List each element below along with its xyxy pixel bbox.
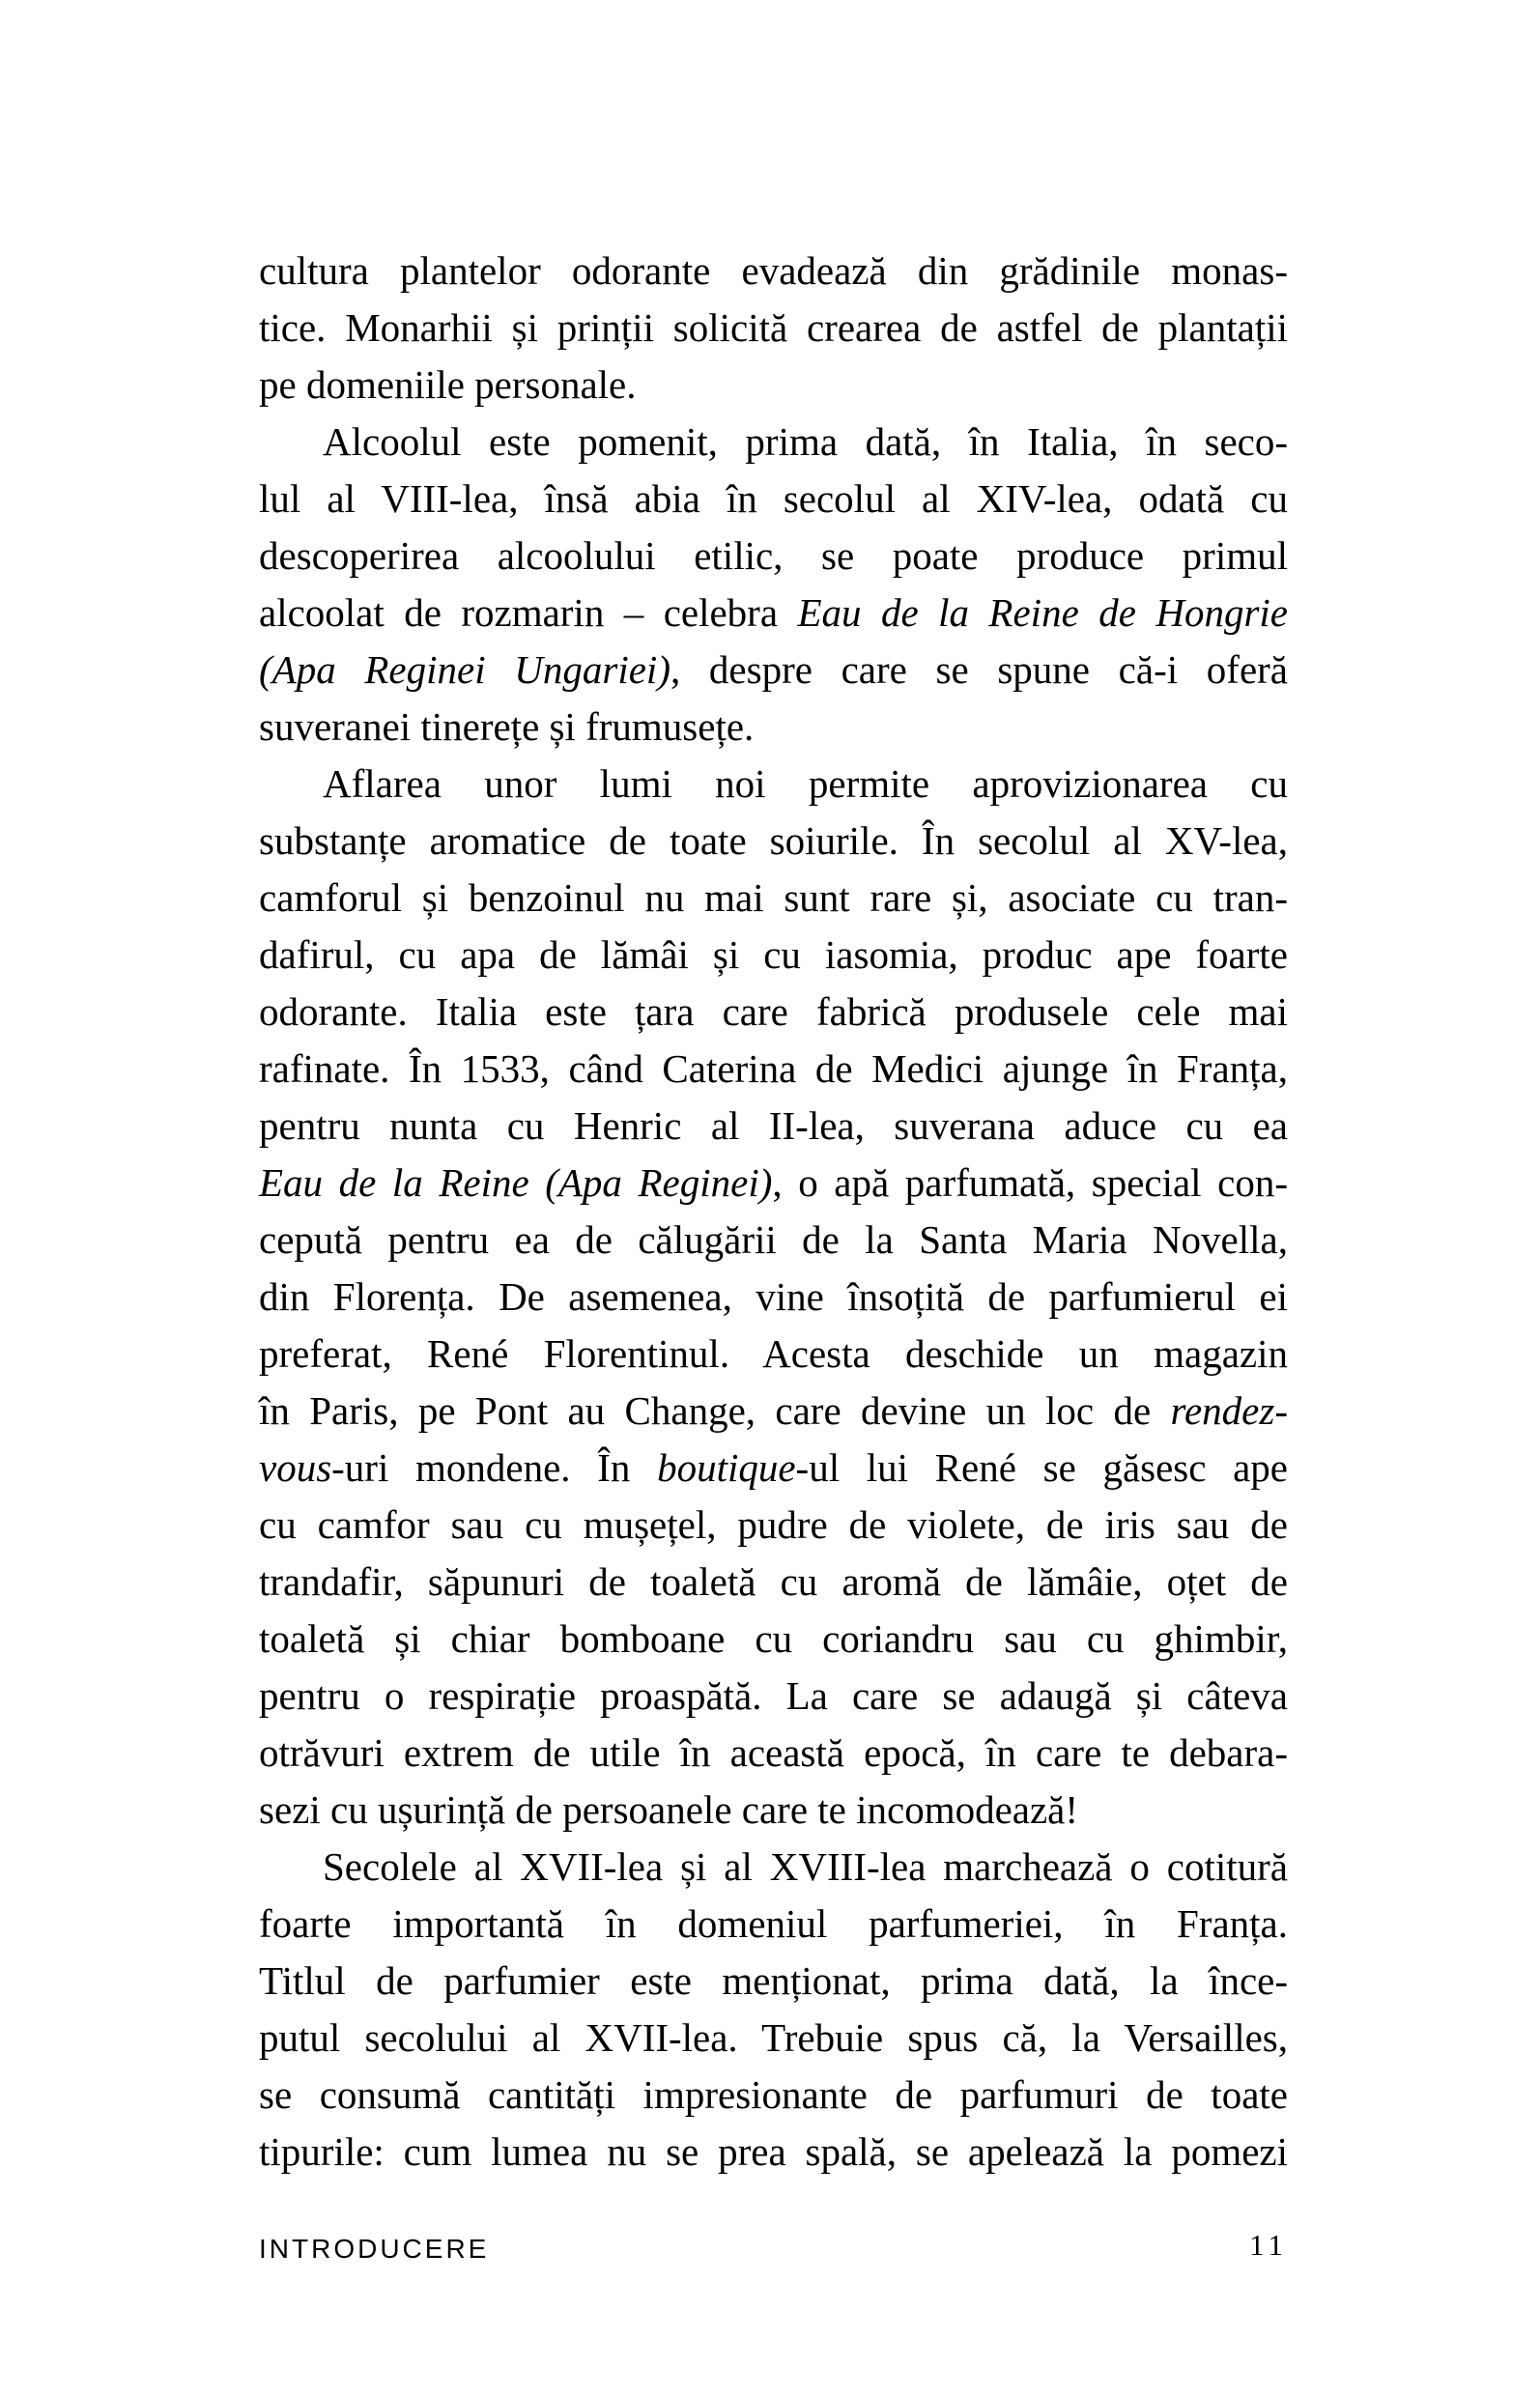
text-segment: preferat, René Florentinul. Acesta deschide un magazin	[259, 1331, 1288, 1376]
text-segment: dafirul, cu apa de lămâi și cu iasomia, produc ape foarte	[259, 932, 1288, 977]
paragraph	[259, 1839, 1288, 2181]
text-line	[259, 357, 1288, 414]
text-segment: Secolele al XVII-lea și al XVIII-lea marchează o cotitură	[323, 1844, 1288, 1889]
text-line	[259, 1839, 1288, 1896]
text-line	[259, 1497, 1288, 1554]
text-line	[259, 642, 1288, 699]
text-line	[259, 1326, 1288, 1383]
text-line	[259, 1269, 1288, 1326]
text-line	[259, 471, 1288, 528]
text-line	[259, 1098, 1288, 1155]
text-segment: tice. Monarhii și prinții solicită crearea de astfel de plantații	[259, 305, 1288, 350]
paragraph	[259, 756, 1288, 1839]
text-line	[259, 1782, 1288, 1839]
text-line	[259, 1383, 1288, 1440]
text-line	[259, 2067, 1288, 2124]
text-segment: Titlul de parfumier este menționat, prima dată, la înce-	[259, 1958, 1288, 2003]
text-segment: rafinate. În 1533, când Caterina de Medici ajunge în Franța,	[259, 1046, 1288, 1091]
text-line	[259, 1896, 1288, 1953]
text-line	[259, 699, 1288, 756]
text-segment: cepută pentru ea de călugării de la Santa Maria Novella,	[259, 1217, 1288, 1262]
text-line	[259, 870, 1288, 927]
text-line	[259, 585, 1288, 642]
text-line	[259, 1725, 1288, 1782]
text-line	[259, 984, 1288, 1041]
text-segment: odorante. Italia este țara care fabrică produsele cele mai	[259, 989, 1288, 1034]
text-segment: cultura plantelor odorante evadează din grădinile monas-	[259, 248, 1288, 293]
paragraph	[259, 414, 1288, 756]
text-segment: sezi cu ușurință de persoanele care te incomodează!	[259, 1787, 1079, 1832]
footer-page-number: 11	[1249, 2228, 1288, 2262]
text-segment: otrăvuri extrem de utile în această epocă, în care te debara-	[259, 1730, 1288, 1775]
text-line	[259, 1155, 1288, 1212]
text-segment: lul al VIII-lea, însă abia în secolul al XIV-lea, odată cu	[259, 476, 1288, 521]
text-line	[259, 1611, 1288, 1668]
paragraph	[259, 242, 1288, 414]
text-segment: substanțe aromatice de toate soiurile. În secolul al XV-lea,	[259, 818, 1288, 863]
italic-text-segment: Eau de la Reine de Hongrie	[797, 590, 1288, 635]
text-segment: -ul lui René se găsesc ape	[795, 1445, 1289, 1490]
italic-text-segment: (Apa Reginei Ungariei)	[259, 647, 670, 692]
text-line	[259, 528, 1288, 585]
text-segment: pentru nunta cu Henric al II-lea, suverana aduce cu ea	[259, 1103, 1288, 1148]
text-line	[259, 2010, 1288, 2067]
text-segment: pe domeniile personale.	[259, 362, 637, 407]
text-segment: pentru o respirație proaspătă. La care se adaugă și câteva	[259, 1673, 1288, 1718]
italic-text-segment: vous	[259, 1445, 332, 1490]
text-segment: alcoolat de rozmarin – celebra	[259, 590, 798, 635]
text-segment: , despre care se spune că-i oferă	[670, 647, 1289, 692]
text-line	[259, 414, 1288, 471]
text-segment: Alcoolul este pomenit, prima dată, în Italia, în seco-	[323, 419, 1288, 464]
text-segment: cu camfor sau cu mușețel, pudre de violete, de iris sau de	[259, 1502, 1288, 1547]
text-segment: trandafir, săpunuri de toaletă cu aromă de lămâie, oțet de	[259, 1559, 1288, 1604]
text-block	[259, 242, 1288, 2181]
italic-text-segment: Eau de la Reine (Apa Reginei)	[259, 1160, 773, 1205]
italic-text-segment: boutique	[657, 1445, 796, 1490]
text-segment: în Paris, pe Pont au Change, care devine un loc de	[259, 1388, 1171, 1433]
text-line	[259, 1212, 1288, 1269]
text-line	[259, 1440, 1288, 1497]
text-segment: suveranei tinerețe și frumusețe.	[259, 704, 755, 749]
text-line	[259, 1041, 1288, 1098]
text-segment: , o apă parfumată, special con-	[772, 1160, 1288, 1205]
text-segment: din Florența. De asemenea, vine însoțită de parfumierul ei	[259, 1274, 1288, 1319]
text-segment: se consumă cantități impresionante de parfumuri de toate	[259, 2072, 1288, 2117]
text-line	[259, 2124, 1288, 2181]
text-line	[259, 756, 1288, 813]
footer-section-label: INTRODUCERE	[259, 2234, 490, 2264]
text-segment: descoperirea alcoolului etilic, se poate produce primul	[259, 533, 1288, 578]
text-segment: camforul și benzoinul nu mai sunt rare și, asociate cu tran-	[259, 875, 1288, 920]
text-segment: tipurile: cum lumea nu se prea spală, se apelează la pomezi	[259, 2129, 1288, 2174]
text-line	[259, 1554, 1288, 1611]
text-segment: putul secolului al XVII-lea. Trebuie spus că, la Versailles,	[259, 2015, 1288, 2060]
text-line	[259, 242, 1288, 300]
text-line	[259, 1668, 1288, 1725]
text-segment: -uri mondene. În	[331, 1445, 658, 1490]
text-line	[259, 927, 1288, 984]
text-line	[259, 1953, 1288, 2010]
italic-text-segment: rendez-	[1170, 1388, 1288, 1433]
text-segment: toaletă și chiar bomboane cu coriandru sau cu ghimbir,	[259, 1616, 1288, 1661]
text-segment: foarte importantă în domeniul parfumeriei, în Franța.	[259, 1901, 1288, 1946]
text-line	[259, 300, 1288, 357]
text-line	[259, 813, 1288, 870]
text-segment: Aflarea unor lumi noi permite aprovizionarea cu	[323, 761, 1288, 806]
